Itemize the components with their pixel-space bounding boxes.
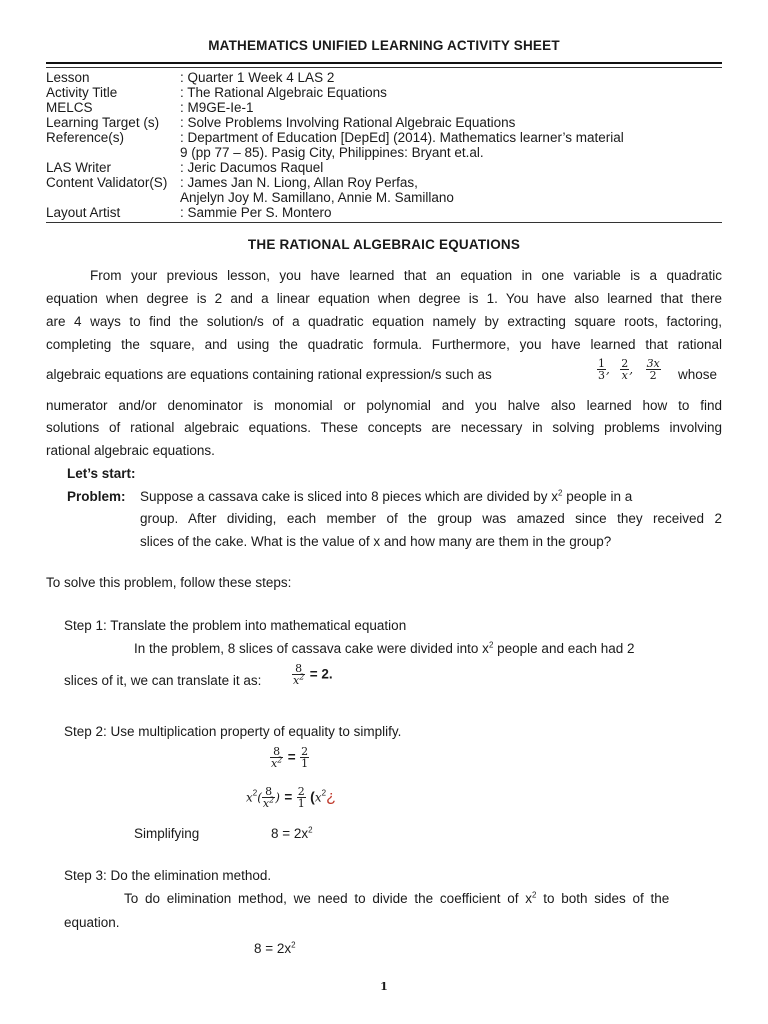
meta-bottom-rule [46,222,722,223]
problem-line: group. After dividing, each member of the group was amazed since they received 2 [140,511,722,526]
intro-line: equation when degree is 2 and a linear equation when degree is 1. You have also learned that there [46,291,722,306]
fraction-one-third: $\frac{1}{3}$ [598,357,605,382]
intro-line: completing the square, and using the quadratic formula. Furthermore, you have learned that rational [46,337,722,352]
simplifying-label: Simplifying [134,826,200,841]
step2-equation-2: $x^2$( $\frac{8}{x^2}$ ) = $\frac{2}{1}$ ($x^2¿$ [246,785,336,810]
intro-line: numerator and/or denominator is monomial or polynomial and you halve also learned how to find [46,398,722,413]
title-rule [46,62,722,64]
fraction-two-over-x: $\frac{2}{x}$ [621,357,629,382]
step3-title: Step 3: Do the elimination method. [64,868,272,883]
problem-label: Problem: [67,489,126,504]
step3-line: equation. [64,915,120,930]
page-number: 1 [380,980,388,993]
step2-equation-1: $\frac{8}{x^2}$ = $\frac{2}{1}$ [271,745,309,770]
problem-line: Suppose a cassava cake is sliced into 8 pieces which are divided by $x^2$ people in a [140,488,633,504]
fraction-eight-over-x-squared: $\frac{8}{x^2}$ [293,662,305,687]
header-rule [46,67,722,68]
step1-title: Step 1: Translate the problem into mathematical equation [64,618,407,633]
intro-line: From your previous lesson, you have learned that an equation in one variable is a quadratic [90,268,722,283]
intro-line: solutions of rational algebraic equations. These concepts are necessary in solving problems involving [46,420,722,435]
fraction-threex-over-two: $\frac{3x}{2}$ [646,357,660,382]
step3-equation: $8 = 2x^2$ [254,940,296,956]
intro-line: are 4 ways to find the solution/s of a quadratic equation namely by extracting square roots, factoring, [46,314,722,329]
lets-start-heading: Let’s start: [67,466,136,481]
intro-line: whose [678,367,718,382]
step3-line: To do elimination method, we need to divide the coefficient of $x^2$ to both sides of the [124,890,670,906]
intro-line: algebraic equations are equations containing rational expression/s such as [46,367,492,382]
step1-line: slices of it, we can translate it as: [64,673,262,688]
step2-title: Step 2: Use multiplication property of equality to simplify. [64,724,402,739]
problem-line: slices of the cake. What is the value of x and how many are them in the group? [140,534,612,549]
document-title: MATHEMATICS UNIFIED LEARNING ACTIVITY SHEET [208,38,560,53]
step1-line: In the problem, 8 slices of cassava cake were divided into $x^2$ people and each had 2 [134,640,635,656]
intro-line: rational algebraic equations. [46,443,215,458]
example-fractions: $\frac{1}{3}$ , $\frac{2}{x}$ , $\frac{3x}{2}$ [598,357,660,382]
steps-intro: To solve this problem, follow these steps: [46,575,292,590]
section-title: THE RATIONAL ALGEBRAIC EQUATIONS [247,237,521,252]
simplified-equation: $8 = 2x^2$ [271,825,313,841]
step1-equation: $\frac{8}{x^2}$ = 2. [293,662,333,687]
